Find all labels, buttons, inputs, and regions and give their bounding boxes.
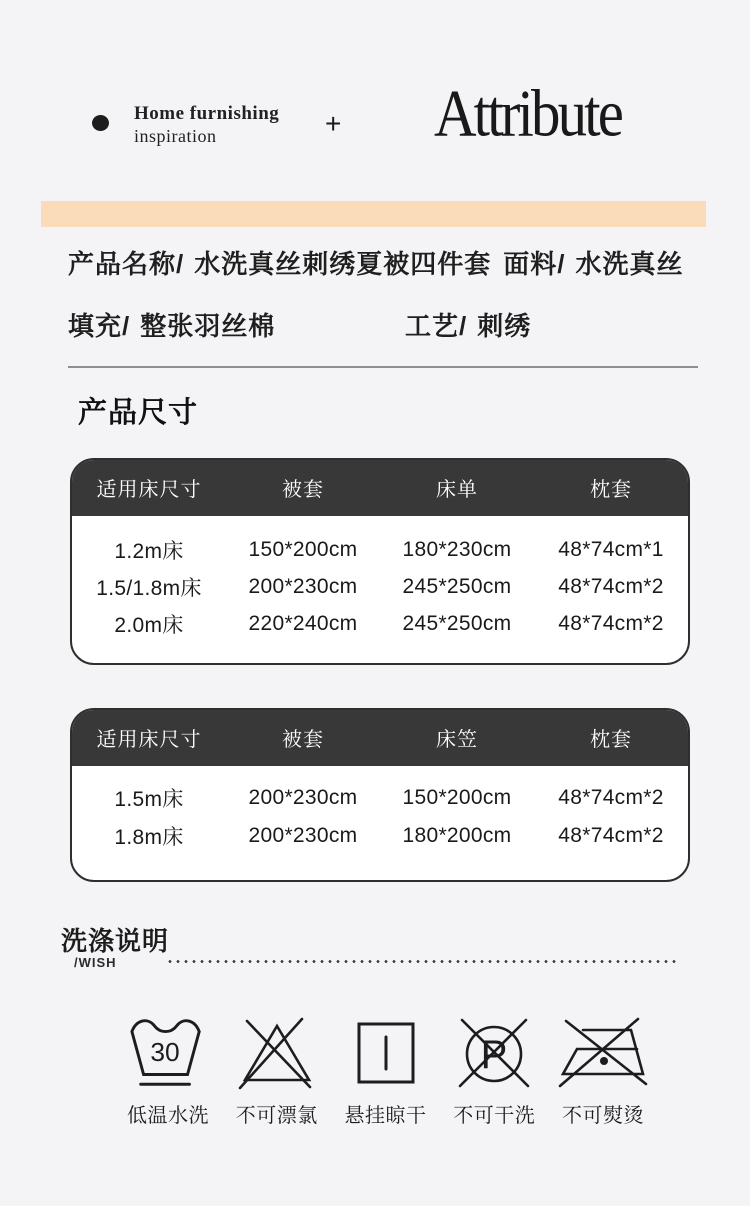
cell-flat-sheet: 180*230cm — [402, 537, 512, 561]
cell-fitted-sheet: 150*200cm — [402, 786, 512, 809]
care-item-no-bleach — [227, 1014, 327, 1128]
spec-craft — [405, 306, 531, 343]
spec-value: 水洗真丝 — [575, 249, 684, 279]
product-specs-row-2 — [68, 306, 698, 343]
cell-flat-sheet: 245*250cm — [402, 611, 512, 635]
no-dry-clean-icon — [452, 1014, 536, 1094]
svg-text:30: 30 — [150, 1036, 180, 1067]
section-title-product-size: 产品尺寸 — [78, 397, 199, 429]
care-section-title: 洗涤说明 — [61, 926, 170, 956]
care-icons-row — [118, 1014, 653, 1128]
size-table-2 — [70, 708, 690, 882]
spec-product-name — [68, 244, 491, 281]
cell-duvet-cover: 220*240cm — [248, 611, 358, 635]
care-item-no-dry-clean — [444, 1014, 544, 1128]
svg-text:P: P — [480, 1033, 508, 1077]
care-item-low-temp-wash — [118, 1014, 218, 1128]
spec-label: 填充/ — [68, 311, 131, 341]
spec-fabric — [503, 244, 683, 281]
column-header: 床笠 — [436, 728, 478, 751]
column-header: 枕套 — [590, 478, 632, 501]
table-row — [72, 568, 688, 605]
size-table-2-body — [72, 766, 688, 855]
cell-bed-size: 1.2m床 — [114, 539, 184, 563]
section-divider — [68, 366, 698, 368]
wash-30-icon — [124, 1014, 212, 1094]
no-iron-icon — [558, 1014, 648, 1094]
column-header: 被套 — [282, 478, 324, 501]
column-header: 床单 — [436, 478, 478, 501]
brand-name-line1: Home furnishing — [134, 103, 280, 124]
cell-flat-sheet: 245*250cm — [402, 574, 512, 598]
spec-label: 产品名称/ — [68, 249, 185, 279]
cell-bed-size: 2.0m床 — [114, 613, 184, 637]
brand-dot-icon — [92, 115, 109, 131]
care-item-no-iron — [553, 1014, 653, 1128]
no-bleach-icon — [235, 1014, 319, 1094]
accent-bar — [41, 201, 706, 227]
spec-value: 刺绣 — [477, 311, 532, 341]
cell-bed-size: 1.5m床 — [114, 788, 184, 811]
brand-name-line2: inspiration — [134, 126, 217, 146]
cell-fitted-sheet: 180*200cm — [402, 824, 512, 847]
table-row — [72, 817, 688, 855]
cell-bed-size: 1.8m床 — [114, 826, 184, 849]
column-header: 枕套 — [590, 728, 632, 751]
cell-duvet-cover: 150*200cm — [248, 537, 358, 561]
spec-label: 面料/ — [503, 249, 566, 279]
care-item-drip-dry — [336, 1014, 436, 1128]
care-section-subtitle: /WISH — [74, 955, 117, 970]
care-label: 不可漂氯 — [235, 1105, 318, 1127]
care-label: 不可熨烫 — [562, 1105, 644, 1127]
care-label: 悬挂晾干 — [344, 1105, 427, 1127]
cell-duvet-cover: 200*230cm — [248, 824, 358, 847]
size-table-1 — [70, 458, 690, 665]
spec-label: 工艺/ — [405, 311, 468, 341]
care-label: 不可干洗 — [453, 1105, 536, 1127]
table-row — [72, 779, 688, 817]
cell-pillowcase: 48*74cm*2 — [558, 574, 664, 598]
column-header: 适用床尺寸 — [96, 728, 202, 751]
cell-pillowcase: 48*74cm*1 — [558, 537, 664, 561]
table-row — [72, 531, 688, 568]
spec-value: 水洗真丝刺绣夏被四件套 — [194, 249, 492, 279]
size-table-1-header — [70, 458, 690, 516]
dotted-divider — [166, 959, 676, 964]
size-table-1-body — [72, 516, 688, 642]
cell-duvet-cover: 200*230cm — [248, 786, 358, 809]
column-header: 适用床尺寸 — [96, 478, 202, 501]
table-row — [72, 605, 688, 642]
product-specs-row-1 — [68, 244, 698, 281]
attribute-title: Attribute — [433, 77, 622, 151]
drip-dry-icon — [347, 1014, 425, 1094]
plus-icon: + — [325, 108, 342, 139]
cell-duvet-cover: 200*230cm — [248, 574, 358, 598]
spec-filling — [68, 306, 405, 343]
cell-pillowcase: 48*74cm*2 — [558, 824, 664, 847]
cell-pillowcase: 48*74cm*2 — [558, 611, 664, 635]
size-table-2-header — [70, 708, 690, 766]
care-label: 低温水洗 — [127, 1105, 209, 1127]
column-header: 被套 — [282, 728, 324, 751]
cell-pillowcase: 48*74cm*2 — [558, 786, 664, 809]
brand-name-block — [134, 103, 279, 147]
spec-value: 整张羽丝棉 — [140, 311, 276, 341]
cell-bed-size: 1.5/1.8m床 — [96, 576, 202, 600]
